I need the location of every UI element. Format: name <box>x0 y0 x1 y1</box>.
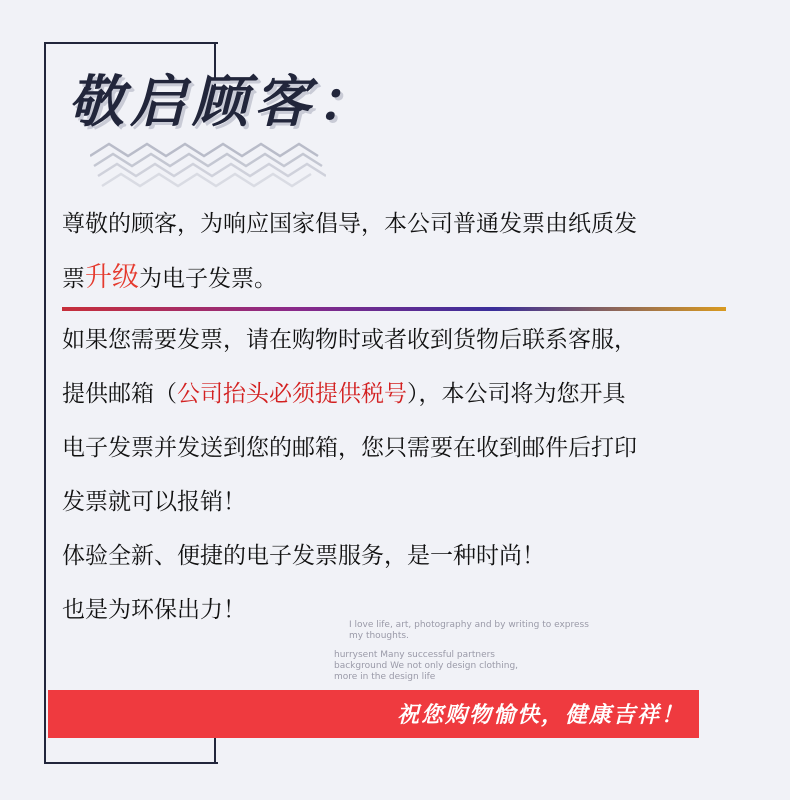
english-line: more in the design life <box>334 672 436 682</box>
english-line: hurrysent Many successful partners <box>334 650 495 660</box>
body-paragraph <box>62 313 637 637</box>
tax-id-highlight: 公司抬头必须提供税号 <box>177 381 407 407</box>
body-line: 电子发票并发送到您的邮箱，您只需要在收到邮件后打印 <box>62 435 637 461</box>
footer-banner <box>48 690 699 738</box>
body-line: 如果您需要发票，请在购物时或者收到货物后联系客服， <box>62 327 637 353</box>
body-line: 也是为环保出力！ <box>62 597 246 623</box>
body-line: 体验全新、便捷的电子发票服务，是一种时尚！ <box>62 543 545 569</box>
body-line: 发票就可以报销！ <box>62 489 246 515</box>
english-text-block <box>349 620 589 642</box>
intro-line: 尊敬的顾客，为响应国家倡导，本公司普通发票由纸质发 <box>62 211 637 237</box>
intro-line: 票升级为电子发票。 <box>62 262 277 293</box>
gradient-divider <box>62 307 726 311</box>
english-line: background We not only design clothing, <box>334 661 519 671</box>
intro-paragraph <box>62 197 637 306</box>
upgrade-highlight: 升级 <box>85 262 139 293</box>
page-heading: 敬启顾客： <box>68 69 378 135</box>
footer-greeting: 祝您购物愉快，健康吉祥！ <box>396 702 685 728</box>
body-line: 提供邮箱（公司抬头必须提供税号），本公司将为您开具 <box>62 381 626 407</box>
english-line: my thoughts. <box>349 631 409 641</box>
english-line: I love life, art, photography and by writing to express <box>349 620 589 630</box>
zigzag-decoration <box>90 142 326 188</box>
english-text-block <box>334 650 518 683</box>
